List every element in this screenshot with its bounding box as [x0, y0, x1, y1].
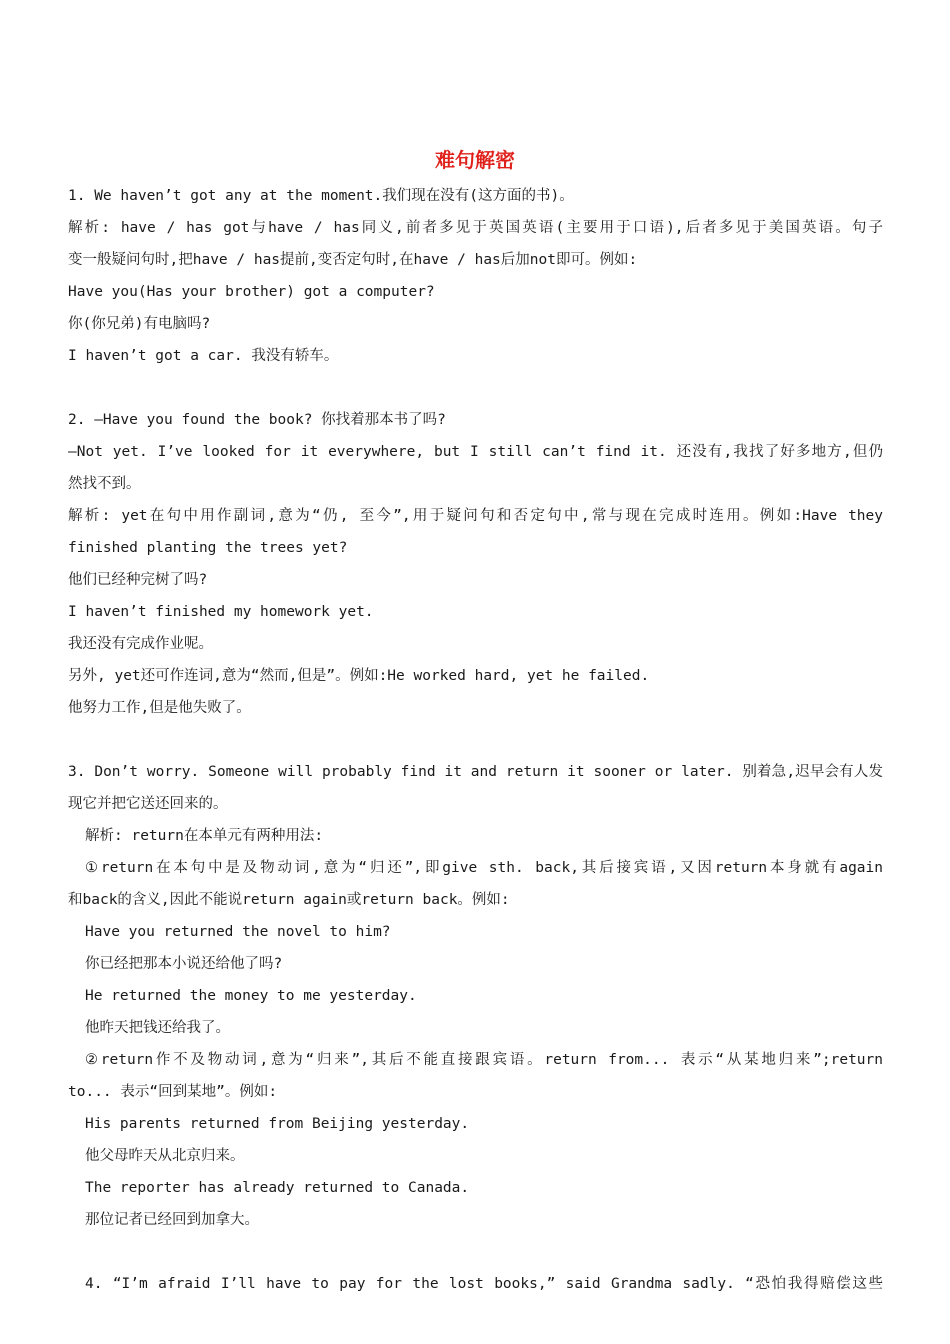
section-gap — [68, 724, 883, 756]
sentence-4-text: 4. “I’m afraid I’ll have to pay for the lost books,” said Grandma sadly. “恐怕我得赔偿这些 — [85, 1276, 883, 1292]
example-line: I haven’t finished my homework yet. — [68, 604, 374, 620]
sentence-2-analysis-line: 另外, yet还可作连词,意为“然而,但是”。例如:He worked hard, yet he failed. — [68, 668, 650, 684]
sentence-2-text: —Not yet. I’ve looked for it everywhere, but I still can’t find it. 还没有,我找了好多地方,但仍 — [68, 444, 883, 460]
sentence-3-analysis-line: to... 表示“回到某地”。例如: — [68, 1084, 278, 1100]
sentence-1-analysis-line: 解析: have / has got与have / has同义,前者多见于英国英语(主要用于口语),后者多见于美国英语。句子 — [68, 220, 883, 236]
example-line: I haven’t got a car. 我没有轿车。 — [68, 348, 339, 364]
sentence-3-text: 现它并把它送还回来的。 — [68, 796, 228, 812]
section-gap — [68, 1236, 883, 1268]
sentence-2-analysis-line: 解析: yet在句中用作副词,意为“仍, 至今”,用于疑问句和否定句中,常与现在完成时连用。例如:Have they — [68, 508, 883, 524]
sentence-3-analysis-line: 解析: return在本单元有两种用法: — [85, 828, 324, 844]
sentence-3-analysis-line: ①return在本句中是及物动词,意为“归还”,即give sth. back,其后接宾语,又因return本身就有again — [85, 860, 883, 876]
sentence-2-text: 然找不到。 — [68, 476, 141, 492]
example-line: He returned the money to me yesterday. — [85, 988, 417, 1004]
sentence-1-text: 1. We haven’t got any at the moment.我们现在没有(这方面的书)。 — [68, 188, 574, 204]
example-translation: 他努力工作,但是他失败了。 — [68, 700, 251, 716]
example-line: Have you(Has your brother) got a computer? — [68, 284, 435, 300]
sentence-3-analysis-line: 和back的含义,因此不能说return again或return back。例如: — [68, 892, 510, 908]
example-line: His parents returned from Beijing yesterday. — [85, 1116, 470, 1132]
section-4 — [68, 1268, 883, 1300]
example-translation: 那位记者已经回到加拿大。 — [85, 1212, 259, 1228]
example-translation: 我还没有完成作业呢。 — [68, 636, 213, 652]
example-translation: 他们已经种完树了吗? — [68, 572, 208, 588]
section-gap — [68, 372, 883, 404]
sentence-3-text: 3. Don’t worry. Someone will probably find it and return it sooner or later. 别着急,迟早会有人发 — [68, 764, 883, 780]
example-translation: 你已经把那本小说还给他了吗? — [85, 956, 283, 972]
section-3 — [68, 756, 883, 1236]
page-title: 难句解密 — [435, 148, 515, 172]
section-2 — [68, 404, 883, 724]
example-translation: 他父母昨天从北京归来。 — [85, 1148, 245, 1164]
example-translation: 他昨天把钱还给我了。 — [85, 1020, 230, 1036]
example-line: finished planting the trees yet? — [68, 540, 348, 556]
document-body — [68, 180, 883, 1300]
sentence-3-analysis-line: ②return作不及物动词,意为“归来”,其后不能直接跟宾语。return from... 表示“从某地归来”;return — [85, 1052, 883, 1068]
example-line: The reporter has already returned to Canada. — [85, 1180, 470, 1196]
sentence-1-analysis-line: 变一般疑问句时,把have / has提前,变否定句时,在have / has后加not即可。例如: — [68, 252, 638, 268]
sentence-2-text: 2. —Have you found the book? 你找着那本书了吗? — [68, 412, 446, 428]
example-line: Have you returned the novel to him? — [85, 924, 391, 940]
example-translation: 你(你兄弟)有电脑吗? — [68, 316, 211, 332]
section-1 — [68, 180, 883, 372]
